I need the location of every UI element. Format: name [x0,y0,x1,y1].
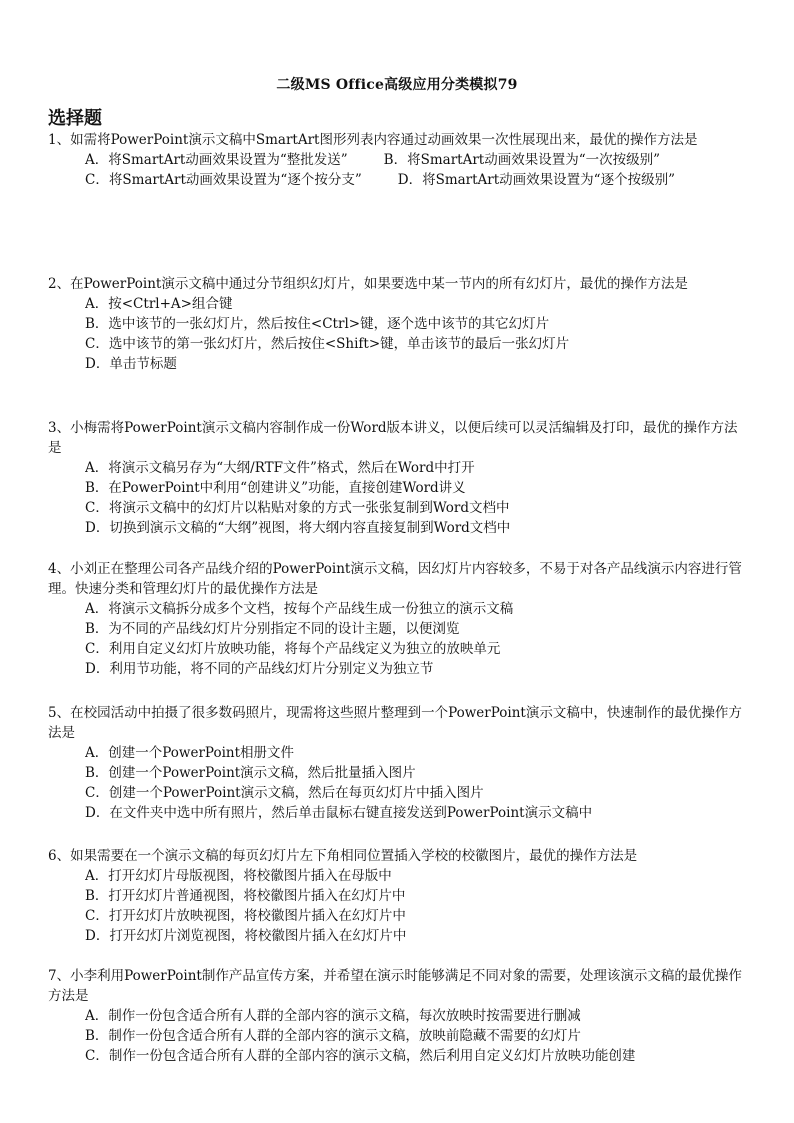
question-6 [48,846,748,946]
question-stem: 1、如需将PowerPoint演示文稿中SmartArt图形列表内容通过动画效果一次性展现出来，最优的操作方法是 [48,132,698,148]
option-c: C．将SmartArt动画效果设置为“逐个按分支” [85,172,362,188]
question-stem: 3、小梅需将PowerPoint演示文稿内容制作成一份Word版本讲义，以便后续可以灵活编辑及打印，最优的操作方法是 [48,420,738,456]
option-b: B．在PowerPoint中利用“创建讲义”功能，直接创建Word讲义 [85,480,466,496]
option-c: C．打开幻灯片放映视图，将校徽图片插入在幻灯片中 [85,908,406,924]
option-d: D．切换到演示文稿的“大纲”视图，将大纲内容直接复制到Word文档中 [85,520,511,536]
option-c: C．制作一份包含适合所有人群的全部内容的演示文稿，然后利用自定义幻灯片放映功能创建 [85,1048,636,1064]
option-b: B．打开幻灯片普通视图，将校徽图片插入在幻灯片中 [85,888,406,904]
option-c: C．创建一个PowerPoint演示文稿，然后在每页幻灯片中插入图片 [85,785,484,801]
option-a: A．将演示文稿拆分成多个文档，按每个产品线生成一份独立的演示文稿 [85,601,514,617]
option-d: D．单击节标题 [85,356,177,372]
option-c: C．将演示文稿中的幻灯片以粘贴对象的方式一张张复制到Word文档中 [85,500,510,516]
question-stem: 7、小李利用PowerPoint制作产品宣传方案，并希望在演示时能够满足不同对象的需要，处理该演示文稿的最优操作方法是 [48,968,742,1004]
question-stem: 4、小刘正在整理公司各产品线介绍的PowerPoint演示文稿，因幻灯片内容较多，不易于对各产品线演示内容进行管理。快速分类和管理幻灯片的最优操作方法是 [48,561,742,597]
option-a: A．将演示文稿另存为“大纲/RTF文件”格式，然后在Word中打开 [85,460,475,476]
section-heading: 选择题 [48,108,102,129]
question-stem: 2、在PowerPoint演示文稿中通过分节组织幻灯片，如果要选中某一节内的所有幻灯片，最优的操作方法是 [48,276,688,292]
option-d: D．利用节功能，将不同的产品线幻灯片分别定义为独立节 [85,661,434,677]
question-1 [48,130,748,190]
option-b: B．制作一份包含适合所有人群的全部内容的演示文稿，放映前隐藏不需要的幻灯片 [85,1028,581,1044]
option-c: C．利用自定义幻灯片放映功能，将每个产品线定义为独立的放映单元 [85,641,501,657]
option-b: B．创建一个PowerPoint演示文稿，然后批量插入图片 [85,765,416,781]
question-3 [48,418,748,538]
option-b: B．选中该节的一张幻灯片，然后按住<Ctrl>键，逐个选中该节的其它幻灯片 [85,316,550,332]
question-5 [48,703,748,823]
option-c: C．选中该节的第一张幻灯片，然后按住<Shift>键，单击该节的最后一张幻灯片 [85,336,570,352]
option-d: D．在文件夹中选中所有照片，然后单击鼠标右键直接发送到PowerPoint演示文稿中 [85,805,593,821]
question-2 [48,274,748,374]
option-a: A．打开幻灯片母版视图，将校徽图片插入在母版中 [85,868,392,884]
option-a: A．创建一个PowerPoint相册文件 [85,745,295,761]
option-d: D．将SmartArt动画效果设置为“逐个按级别” [397,172,675,188]
question-4 [48,559,748,679]
question-stem: 5、在校园活动中拍摄了很多数码照片，现需将这些照片整理到一个PowerPoint演示文稿中，快速制作的最优操作方法是 [48,705,742,741]
document-title: 二级MS Office高级应用分类模拟79 [276,77,518,93]
option-row [48,150,748,170]
option-b: B．将SmartArt动画效果设置为“一次按级别” [383,152,660,168]
option-b: B．为不同的产品线幻灯片分别指定不同的设计主题，以便浏览 [85,621,460,637]
option-row [48,170,748,190]
option-a: A．制作一份包含适合所有人群的全部内容的演示文稿，每次放映时按需要进行删减 [85,1008,581,1024]
option-d: D．打开幻灯片浏览视图，将校徽图片插入在幻灯片中 [85,928,407,944]
question-7 [48,966,748,1066]
option-a: A．将SmartArt动画效果设置为“整批发送” [85,152,348,168]
option-a: A．按<Ctrl+A>组合键 [85,296,233,312]
question-stem: 6、如果需要在一个演示文稿的每页幻灯片左下角相同位置插入学校的校徽图片，最优的操作方法是 [48,848,638,864]
